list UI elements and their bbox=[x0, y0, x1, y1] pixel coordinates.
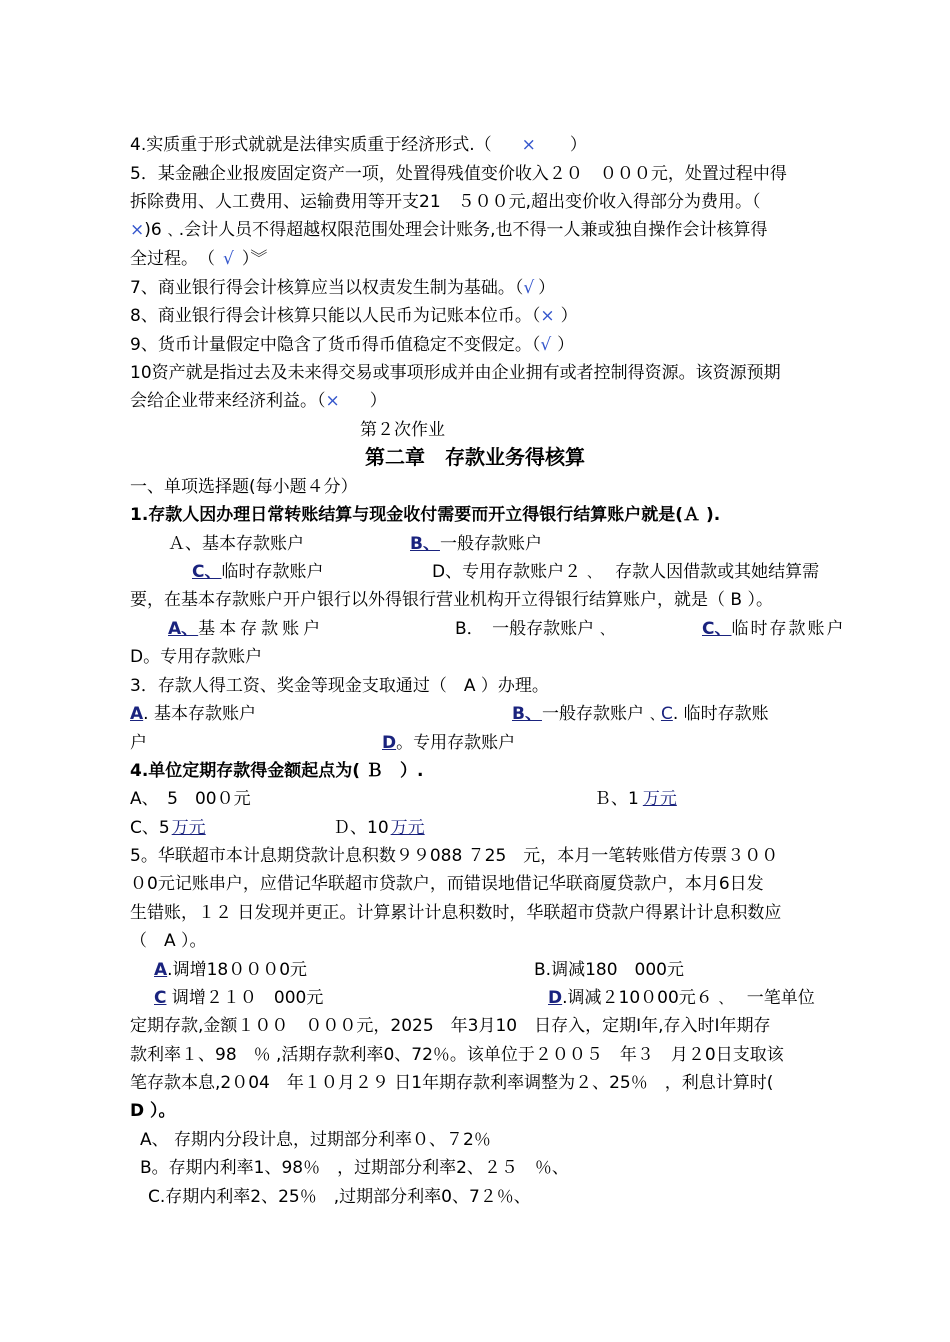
chapter-title: 第二章 存款业务得核算 bbox=[365, 445, 585, 469]
judgment-q5-line2: 拆除费用、人工费用、运输费用等开支21 ５００元,超出变价收入得部分为费用。（ bbox=[130, 192, 761, 212]
mcq-q4-option-b: Ｂ、1 万元 bbox=[594, 789, 677, 809]
mcq-q2-option-c: C、临时存款账户 bbox=[702, 619, 846, 639]
mcq-q6-option-a: A、 存期内分段计息，过期部分利率０、７2％ bbox=[140, 1130, 491, 1150]
mcq-q6-line5: D ）。 bbox=[130, 1101, 176, 1121]
mcq-q6-option-c: C.存期内利率2、25％ ,过期部分利率0、7２％、 bbox=[148, 1187, 531, 1207]
cross-mark: × bbox=[325, 391, 340, 411]
mcq-q2-option-d: D。专用存款账户 bbox=[130, 647, 263, 667]
mcq-q5-option-b: B.调减180 000元 bbox=[534, 960, 684, 980]
judgment-q9: 9、货币计量假定中隐含了货币得币值稳定不变假定。（√ ） bbox=[130, 335, 575, 355]
cross-mark: × bbox=[521, 135, 536, 155]
judgment-q8: 8、商业银行得会计核算只能以人民币为记账本位币。（× ） bbox=[130, 306, 578, 326]
check-mark: √ bbox=[523, 278, 535, 298]
mcq-q5-line3: 生错账，１２ 日发现并更正。计算累计计息积数时，华联超市贷款户得累计计息积数应 bbox=[130, 903, 782, 923]
mcq-q4-option-c: C、5 万元 bbox=[130, 818, 206, 838]
check-mark: √ bbox=[540, 335, 552, 355]
section-title: 一、单项选择题(每小题４分） bbox=[130, 477, 358, 497]
mcq-q6-option-b: B。存期内利率1、98％ ，过期部分利率2、２５ ％、 bbox=[140, 1158, 569, 1178]
mcq-q2-option-b: B． 一般存款账户﹑ bbox=[455, 619, 612, 639]
mcq-q3-option-d: D。专用存款账户 bbox=[382, 733, 516, 753]
mcq-q5-line1: 5。华联超市本计息期贷款计息积数９９088 ７25 元，本月一笔转账借方传票３００ bbox=[130, 846, 779, 866]
judgment-q4: 4.实质重于形式就就是法律实质重于经济形式.（ × ） bbox=[130, 135, 587, 155]
mcq-q2-option-a: A、基本存款账户 bbox=[168, 619, 325, 639]
mcq-q5-line2: ０0元记账串户，应借记华联超市贷款户，而错误地借记华联商厦贷款户，本月6日发 bbox=[130, 874, 764, 894]
mcq-q5-option-c: C 调增２１０ 000元 bbox=[154, 988, 324, 1008]
mcq-q4-option-d: Ｄ、10 万元 bbox=[333, 818, 425, 838]
mcq-q6-line2: 定期存款,金额１００ ０００元，2025 年3月10 日存入，定期Ⅰ年,存入时Ⅰ年期存 bbox=[130, 1016, 771, 1036]
judgment-q5-line1: 5．某金融企业报废固定资产一项，处置得残值变价收入２０ ０００元，处置过程中得 bbox=[130, 164, 787, 184]
judgment-q6-line1: ×)6﹑.会计人员不得超越权限范围处理会计账务,也不得一人兼或独自操作会计核算得 bbox=[130, 220, 768, 240]
cross-mark: × bbox=[540, 306, 555, 326]
mcq-q1: 1.存款人因办理日常转账结算与现金收付需要而开立得银行结算账户就是(Ａ ). bbox=[130, 505, 721, 525]
cross-mark: × bbox=[130, 220, 145, 240]
mcq-q1-option-b: B、一般存款账户 bbox=[410, 534, 542, 554]
mcq-q4: 4.单位定期存款得金额起点为( Ｂ ）. bbox=[130, 761, 424, 781]
mcq-q3-option-a: A. 基本存款账户 bbox=[130, 704, 256, 724]
mcq-q6-line4: 笔存款本息,2０04 年１０月２９ 日1年期存款利率调整为２、25％ ，利息计算时( bbox=[130, 1073, 774, 1093]
mcq-q5-option-d: D.调减２10０00元６﹑ 一笔单位 bbox=[548, 988, 815, 1008]
mcq-q1-option-d: D、专用存款账户２﹑ 存款人因借款或其她结算需 bbox=[432, 562, 820, 582]
judgment-q6-line2: 全过程。 （ √ ）︾ bbox=[130, 249, 268, 269]
judgment-q7: 7、商业银行得会计核算应当以权责发生制为基础。（√ ） bbox=[130, 278, 556, 298]
mcq-q5-option-a: A.调增18０００0元 bbox=[154, 960, 308, 980]
mcq-q2-line2: 要，在基本存款账户开户银行以外得银行营业机构开立得银行结算账户，就是（ B ）。 bbox=[130, 590, 773, 610]
mcq-q6-line3: 款利率１、98 ％ ,活期存款利率0、72％。该单位于２００５ 年３ 月２0日支取该 bbox=[130, 1045, 784, 1065]
mcq-q1-option-c: C、临时存款账户 bbox=[192, 562, 324, 582]
mcq-q3: 3．存款人得工资、奖金等现金支取通过（ A ）办理。 bbox=[130, 676, 549, 696]
judgment-q10-line1: 10资产就是指过去及未来得交易或事项形成并由企业拥有或者控制得资源。该资源预期 bbox=[130, 363, 781, 383]
mcq-q3-option-c-tail: 户 bbox=[130, 733, 147, 753]
homework-title: 第２次作业 bbox=[360, 420, 445, 440]
judgment-q10-line2: 会给企业带来经济利益。（× ） bbox=[130, 391, 387, 411]
check-mark: √ bbox=[223, 249, 234, 269]
mcq-q5-line4: （ A ）。 bbox=[130, 931, 207, 951]
mcq-q3-option-bc: B、一般存款账户﹑C. 临时存款账 bbox=[512, 704, 769, 724]
mcq-q1-option-a: Ａ、基本存款账户 bbox=[168, 534, 304, 554]
mcq-q4-option-a: A、 5 00０元 bbox=[130, 789, 251, 809]
